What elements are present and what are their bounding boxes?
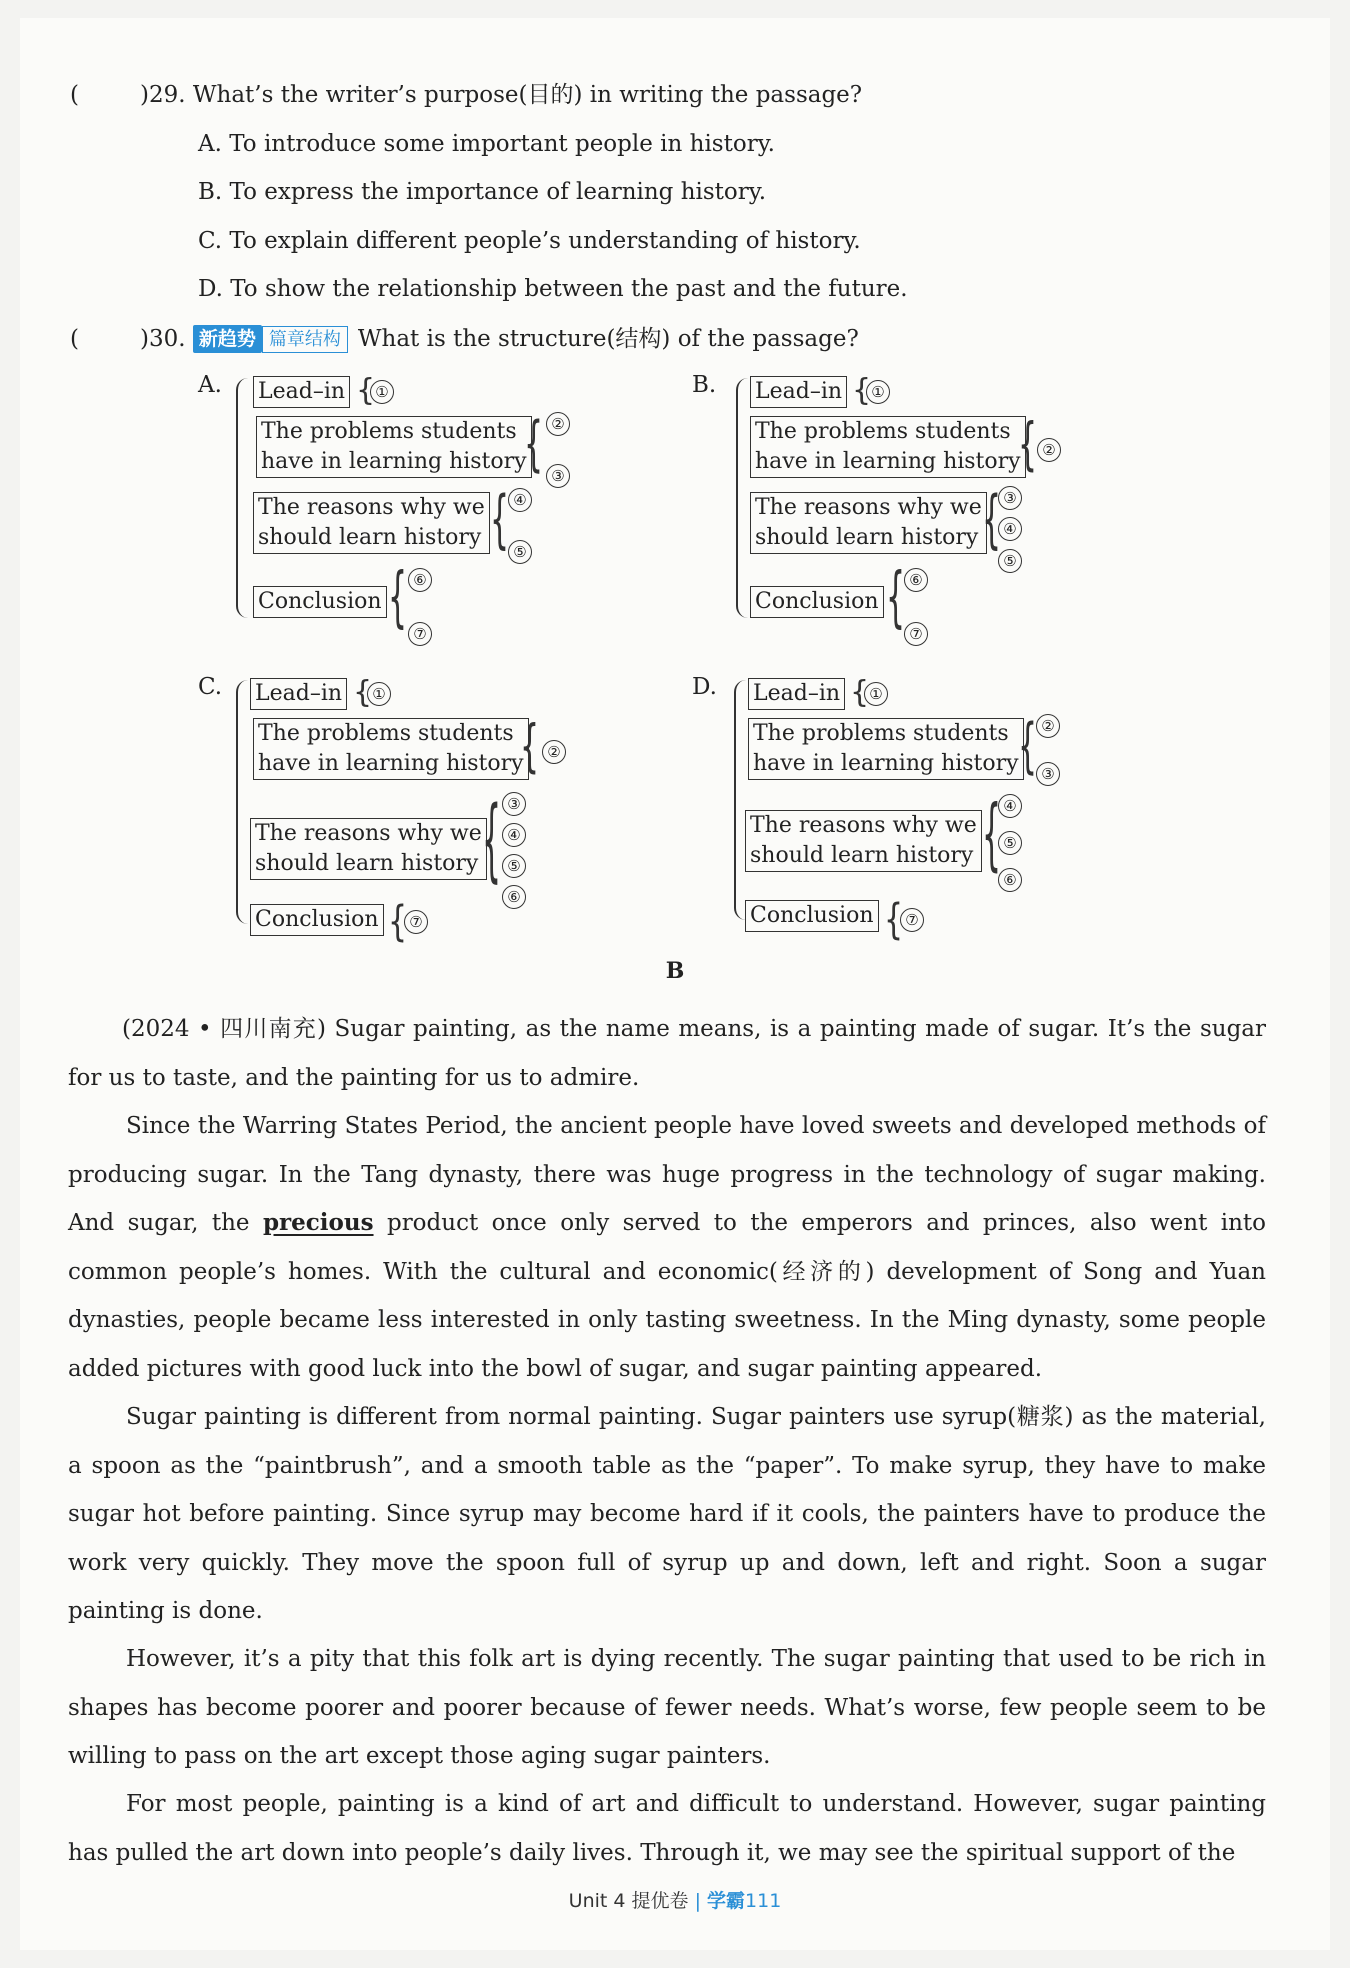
diagram-b — [692, 372, 1112, 642]
brace: { — [356, 373, 376, 408]
box-problems-line1: The problems students — [755, 419, 1011, 444]
question-30 — [70, 322, 859, 356]
box-conclusion: Conclusion — [750, 586, 884, 618]
brace: { — [886, 559, 906, 637]
structure-tag: 篇章结构 — [262, 326, 348, 353]
section-title: B — [665, 958, 685, 984]
box-leadin: Lead–in — [250, 678, 347, 710]
box-reasons-line1: The reasons why we — [255, 821, 482, 846]
passage-paragraph-2 — [68, 1102, 1266, 1393]
circled-number: ② — [546, 412, 570, 436]
circled-number: ⑥ — [998, 868, 1022, 892]
brace: { — [1018, 412, 1038, 479]
diagram-letter: C. — [198, 674, 223, 700]
circled-number: ④ — [998, 517, 1022, 541]
diagram-d — [692, 674, 1112, 944]
circled-number: ⑥ — [408, 568, 432, 592]
box-reasons-line2: should learn history — [755, 525, 979, 550]
brace: { — [524, 410, 544, 480]
question-30-number: )30. — [140, 326, 186, 352]
diagram-outer-bracket — [236, 378, 250, 618]
answer-paren: ( — [70, 82, 79, 108]
circled-number: ③ — [1036, 762, 1060, 786]
circled-number: ③ — [998, 486, 1022, 510]
box-reasons-line2: should learn history — [255, 851, 479, 876]
circled-number: ⑤ — [508, 540, 532, 564]
box-leadin: Lead–in — [253, 376, 350, 408]
diagram-letter: A. — [198, 372, 222, 398]
brace: { — [852, 373, 872, 408]
circled-number: ② — [1037, 438, 1061, 462]
circled-number: ⑦ — [900, 908, 924, 932]
footer-brand: 学霸 — [707, 1890, 746, 1912]
diagram-outer-bracket — [736, 378, 750, 618]
q29-option-c: C. To explain different people’s understanding of history. — [198, 228, 861, 254]
circled-number: ③ — [546, 464, 570, 488]
brace: { — [353, 675, 373, 710]
circled-number: ① — [866, 380, 890, 404]
circled-number: ⑦ — [904, 622, 928, 646]
box-reasons — [750, 492, 987, 554]
box-conclusion: Conclusion — [745, 900, 879, 932]
box-problems-line1: The problems students — [261, 419, 517, 444]
box-problems — [256, 416, 532, 478]
highlighted-word: precious — [262, 1209, 374, 1236]
box-conclusion: Conclusion — [250, 904, 384, 936]
box-leadin: Lead–in — [748, 678, 845, 710]
circled-number: ③ — [502, 792, 526, 816]
box-problems — [253, 718, 529, 780]
circled-number: ④ — [508, 488, 532, 512]
passage-paragraph-5: For most people, painting is a kind of art and difficult to understand. However, sugar painting has pulled the art down into people’s daily lives. Through it, we may see the spiritual support of the — [68, 1791, 1266, 1866]
box-reasons-line1: The reasons why we — [750, 813, 977, 838]
page-number: 111 — [745, 1890, 782, 1912]
brace: { — [884, 895, 904, 945]
brace: { — [490, 483, 510, 558]
box-problems-line2: have in learning history — [753, 751, 1019, 776]
box-reasons-line1: The reasons why we — [258, 495, 485, 520]
circled-number: ② — [1036, 714, 1060, 738]
circled-number: ⑤ — [998, 549, 1022, 573]
passage-paragraph-1: (2024 • 四川南充) Sugar painting, as the name means, is a painting made of sugar. It’s the sugar for us to taste, and the painting for us to admire. — [68, 1016, 1266, 1091]
brace: { — [982, 790, 1002, 882]
box-problems-line2: have in learning history — [261, 449, 527, 474]
diagram-letter: B. — [692, 372, 717, 398]
box-reasons-line2: should learn history — [750, 843, 974, 868]
box-problems-line2: have in learning history — [755, 449, 1021, 474]
footer-unit: Unit 4 提优卷 — [568, 1890, 689, 1912]
circled-number: ⑤ — [502, 854, 526, 878]
q29-option-b: B. To express the importance of learning history. — [198, 179, 767, 205]
brace: { — [482, 789, 502, 894]
box-problems — [748, 718, 1024, 780]
circled-number: ⑤ — [998, 831, 1022, 855]
diagram-c — [198, 674, 618, 947]
passage-paragraph-3: Sugar painting is different from normal painting. Sugar painters use syrup(糖浆) as the material, a spoon as the “paintbrush”, and a smooth table as the “paper”. To make syrup, they have to make sugar hot before painting. Since syrup may become hard if it cools, the painters have to produce the work very quickly. They move the spoon full of syrup up and down, left and right. Soon a sugar painting is done. — [68, 1404, 1266, 1624]
answer-paren: ( — [70, 326, 79, 352]
diagram-outer-bracket — [236, 680, 250, 924]
page-footer — [0, 1886, 1350, 1913]
circled-number: ④ — [502, 823, 526, 847]
box-conclusion: Conclusion — [253, 586, 387, 618]
circled-number: ① — [864, 682, 888, 706]
circled-number: ⑦ — [408, 622, 432, 646]
passage-paragraph-2-part1: Since the Warring States Period, the ancient people have loved sweets and developed methods of producing sugar. In the Tang dynasty, there was huge progress in the technology of sugar making. And sugar, the — [68, 1113, 1266, 1236]
circled-number: ① — [370, 380, 394, 404]
diagram-letter: D. — [692, 674, 717, 700]
passage-paragraph-4: However, it’s a pity that this folk art is dying recently. The sugar painting that used to be rich in shapes has become poorer and poorer because of fewer needs. What’s worse, few people seem to be willing to pass on the art except those aging sugar painters. — [68, 1646, 1266, 1769]
question-30-text: What is the structure(结构) of the passage? — [357, 326, 859, 352]
box-reasons-line2: should learn history — [258, 525, 482, 550]
box-leadin: Lead–in — [750, 376, 847, 408]
brace: { — [982, 483, 1002, 558]
diagram-outer-bracket — [734, 680, 748, 920]
brace: { — [1018, 712, 1038, 782]
brace: { — [520, 714, 540, 781]
box-problems-line2: have in learning history — [258, 751, 524, 776]
new-trend-tag: 新趋势 — [193, 325, 262, 353]
circled-number: ⑦ — [404, 910, 428, 934]
box-reasons-line1: The reasons why we — [755, 495, 982, 520]
box-reasons — [745, 810, 982, 872]
brace: { — [388, 897, 408, 947]
circled-number: ④ — [998, 794, 1022, 818]
box-problems-line1: The problems students — [258, 721, 514, 746]
circled-number: ⑥ — [502, 885, 526, 909]
box-reasons — [253, 492, 490, 554]
circled-number: ① — [367, 682, 391, 706]
diagram-a — [198, 372, 618, 642]
box-reasons — [250, 818, 487, 880]
footer-separator: | — [694, 1890, 701, 1912]
question-29-text: )29. What’s the writer’s purpose(目的) in writing the passage? — [140, 82, 863, 108]
circled-number: ② — [542, 740, 566, 764]
circled-number: ⑥ — [904, 568, 928, 592]
passage-paragraph-2-part2: product once only served to the emperors and princes, also went into common people’s homes. With the cultural and economic(经济的) development of Song and Yuan dynasties, people became less interested in only tasting sweetness. In the Ming dynasty, some people added pictures with good luck into the bowl of sugar, and sugar painting appeared. — [68, 1210, 1267, 1382]
q29-option-d: D. To show the relationship between the past and the future. — [198, 276, 908, 302]
box-problems — [750, 416, 1026, 478]
box-problems-line1: The problems students — [753, 721, 1009, 746]
brace: { — [850, 675, 870, 710]
brace: { — [388, 559, 408, 637]
question-29 — [70, 78, 862, 112]
q29-option-a: A. To introduce some important people in history. — [198, 131, 775, 157]
